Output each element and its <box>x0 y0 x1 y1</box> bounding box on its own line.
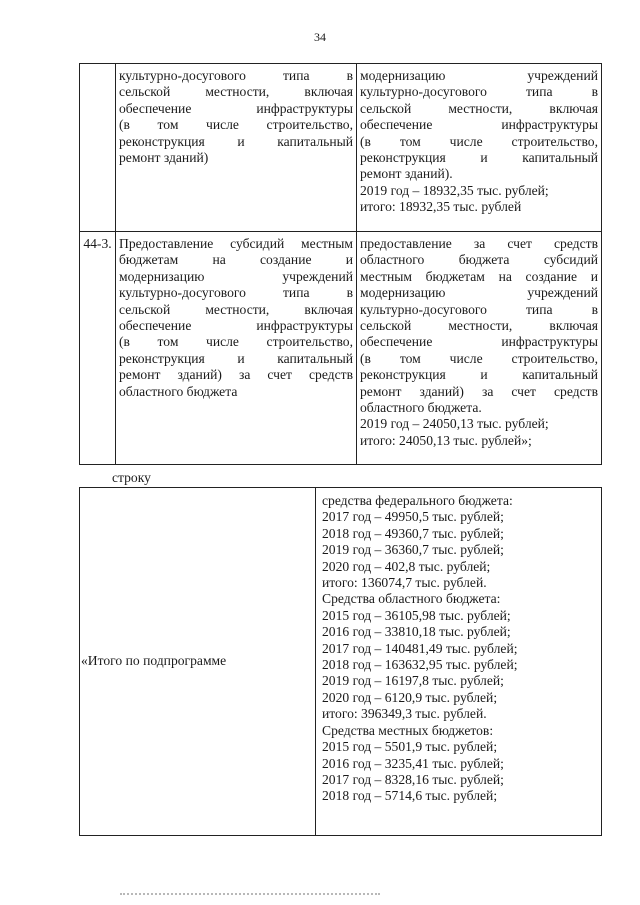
activity-funding-cell <box>357 232 602 465</box>
text-line: культурно-досугового типа в <box>360 301 598 317</box>
table-row <box>80 232 602 465</box>
subprogram-funds-text <box>322 493 597 805</box>
text-line: ремонт зданий) <box>119 150 209 166</box>
text-line: обеспечение инфраструктуры <box>360 117 598 133</box>
text-line: ремонт зданий) за счет средств <box>360 383 598 399</box>
text-line: культурно-досугового типа в <box>119 285 353 301</box>
text-line: (в том числе строительство, <box>360 133 598 149</box>
text-line: 2019 год – 24050,13 тыс. рублей; <box>360 416 549 432</box>
text-line: (в том числе строительство, <box>119 334 353 350</box>
activity-name-text <box>119 68 353 166</box>
activity-name-text <box>119 236 353 400</box>
text-line: ремонт зданий) за счет средств <box>119 367 353 383</box>
text-line: 2016 год – 3235,41 тыс. рублей; <box>322 755 504 771</box>
text-line: сельской местности, включая <box>119 301 353 317</box>
text-line: предоставление за счет средств <box>360 236 598 251</box>
text-line: модернизацию учреждений <box>119 268 353 284</box>
text-line: 2018 год – 49360,7 тыс. рублей; <box>322 525 504 541</box>
activity-name-cell <box>116 232 357 465</box>
footer-mark <box>120 893 380 901</box>
text-line: Предоставление субсидий местным <box>119 236 353 251</box>
text-line: 2020 год – 6120,9 тыс. рублей; <box>322 689 498 705</box>
text-line: обеспечение инфраструктуры <box>119 100 353 116</box>
table-row <box>80 488 602 836</box>
text-line: культурно-досугового типа в <box>360 84 598 100</box>
activity-name-cell <box>116 64 357 232</box>
subprogram-total-label: «Итого по подпрограмме <box>80 488 316 836</box>
text-line: реконструкция и капитальный <box>360 150 598 166</box>
text-line: обеспечение инфраструктуры <box>119 318 353 334</box>
text-line: итого: 24050,13 тыс. рублей»; <box>360 432 532 448</box>
text-line: 2017 год – 49950,5 тыс. рублей; <box>322 509 504 525</box>
text-line: Средства местных бюджетов: <box>322 722 494 738</box>
text-line: 2018 год – 163632,95 тыс. рублей; <box>322 657 518 673</box>
activities-table <box>79 63 602 465</box>
text-line: модернизацию учреждений <box>360 285 598 301</box>
text-line: реконструкция и капитальный <box>360 367 598 383</box>
text-line: 2019 год – 36360,7 тыс. рублей; <box>322 542 504 558</box>
row-number-cell <box>80 64 116 232</box>
text-line: сельской местности, включая <box>360 100 598 116</box>
text-line: 2018 год – 5714,6 тыс. рублей; <box>322 788 498 804</box>
text-line: 2016 год – 33810,18 тыс. рублей; <box>322 624 511 640</box>
text-line: модернизацию учреждений <box>360 68 598 83</box>
text-line: средства федерального бюджета: <box>322 493 513 508</box>
text-line: реконструкция и капитальный <box>119 133 353 149</box>
text-line: 2017 год – 140481,49 тыс. рублей; <box>322 640 518 656</box>
page-number: 34 <box>314 30 326 44</box>
text-line: 2015 год – 36105,98 тыс. рублей; <box>322 607 511 623</box>
text-line: 2019 год – 16197,8 тыс. рублей; <box>322 673 504 689</box>
text-line: областного бюджета субсидий <box>360 252 598 268</box>
text-line: местным бюджетам на создание и <box>360 268 598 284</box>
text-line: бюджетам на создание и <box>119 252 353 268</box>
text-line: областного бюджета. <box>360 400 482 416</box>
activity-funding-text <box>360 236 598 449</box>
activity-funding-cell <box>357 64 602 232</box>
text-line: итого: 136074,7 тыс. рублей. <box>322 575 487 591</box>
text-line: сельской местности, включая <box>119 84 353 100</box>
text-line: Средства областного бюджета: <box>322 591 501 607</box>
table-row <box>80 64 602 232</box>
activity-funding-text <box>360 68 598 216</box>
text-line: обеспечение инфраструктуры <box>360 334 598 350</box>
intro-word: строку <box>112 470 151 485</box>
text-line: (в том числе строительство, <box>360 350 598 366</box>
subprogram-funds-cell <box>316 488 602 836</box>
text-line: областного бюджета <box>119 383 238 399</box>
row-number-cell: 44-3. <box>80 232 116 465</box>
text-line: итого: 18932,35 тыс. рублей <box>360 199 522 215</box>
text-line: итого: 396349,3 тыс. рублей. <box>322 706 487 722</box>
text-line: 2015 год – 5501,9 тыс. рублей; <box>322 739 498 755</box>
text-line: 2019 год – 18932,35 тыс. рублей; <box>360 182 549 198</box>
text-line: 2017 год – 8328,16 тыс. рублей; <box>322 771 504 787</box>
text-line: культурно-досугового типа в <box>119 68 353 83</box>
text-line: (в том числе строительство, <box>119 117 353 133</box>
text-line: реконструкция и капитальный <box>119 350 353 366</box>
text-line: ремонт зданий). <box>360 166 453 182</box>
subprogram-total-table <box>79 487 602 836</box>
text-line: 2020 год – 402,8 тыс. рублей; <box>322 558 491 574</box>
text-line: сельской местности, включая <box>360 318 598 334</box>
